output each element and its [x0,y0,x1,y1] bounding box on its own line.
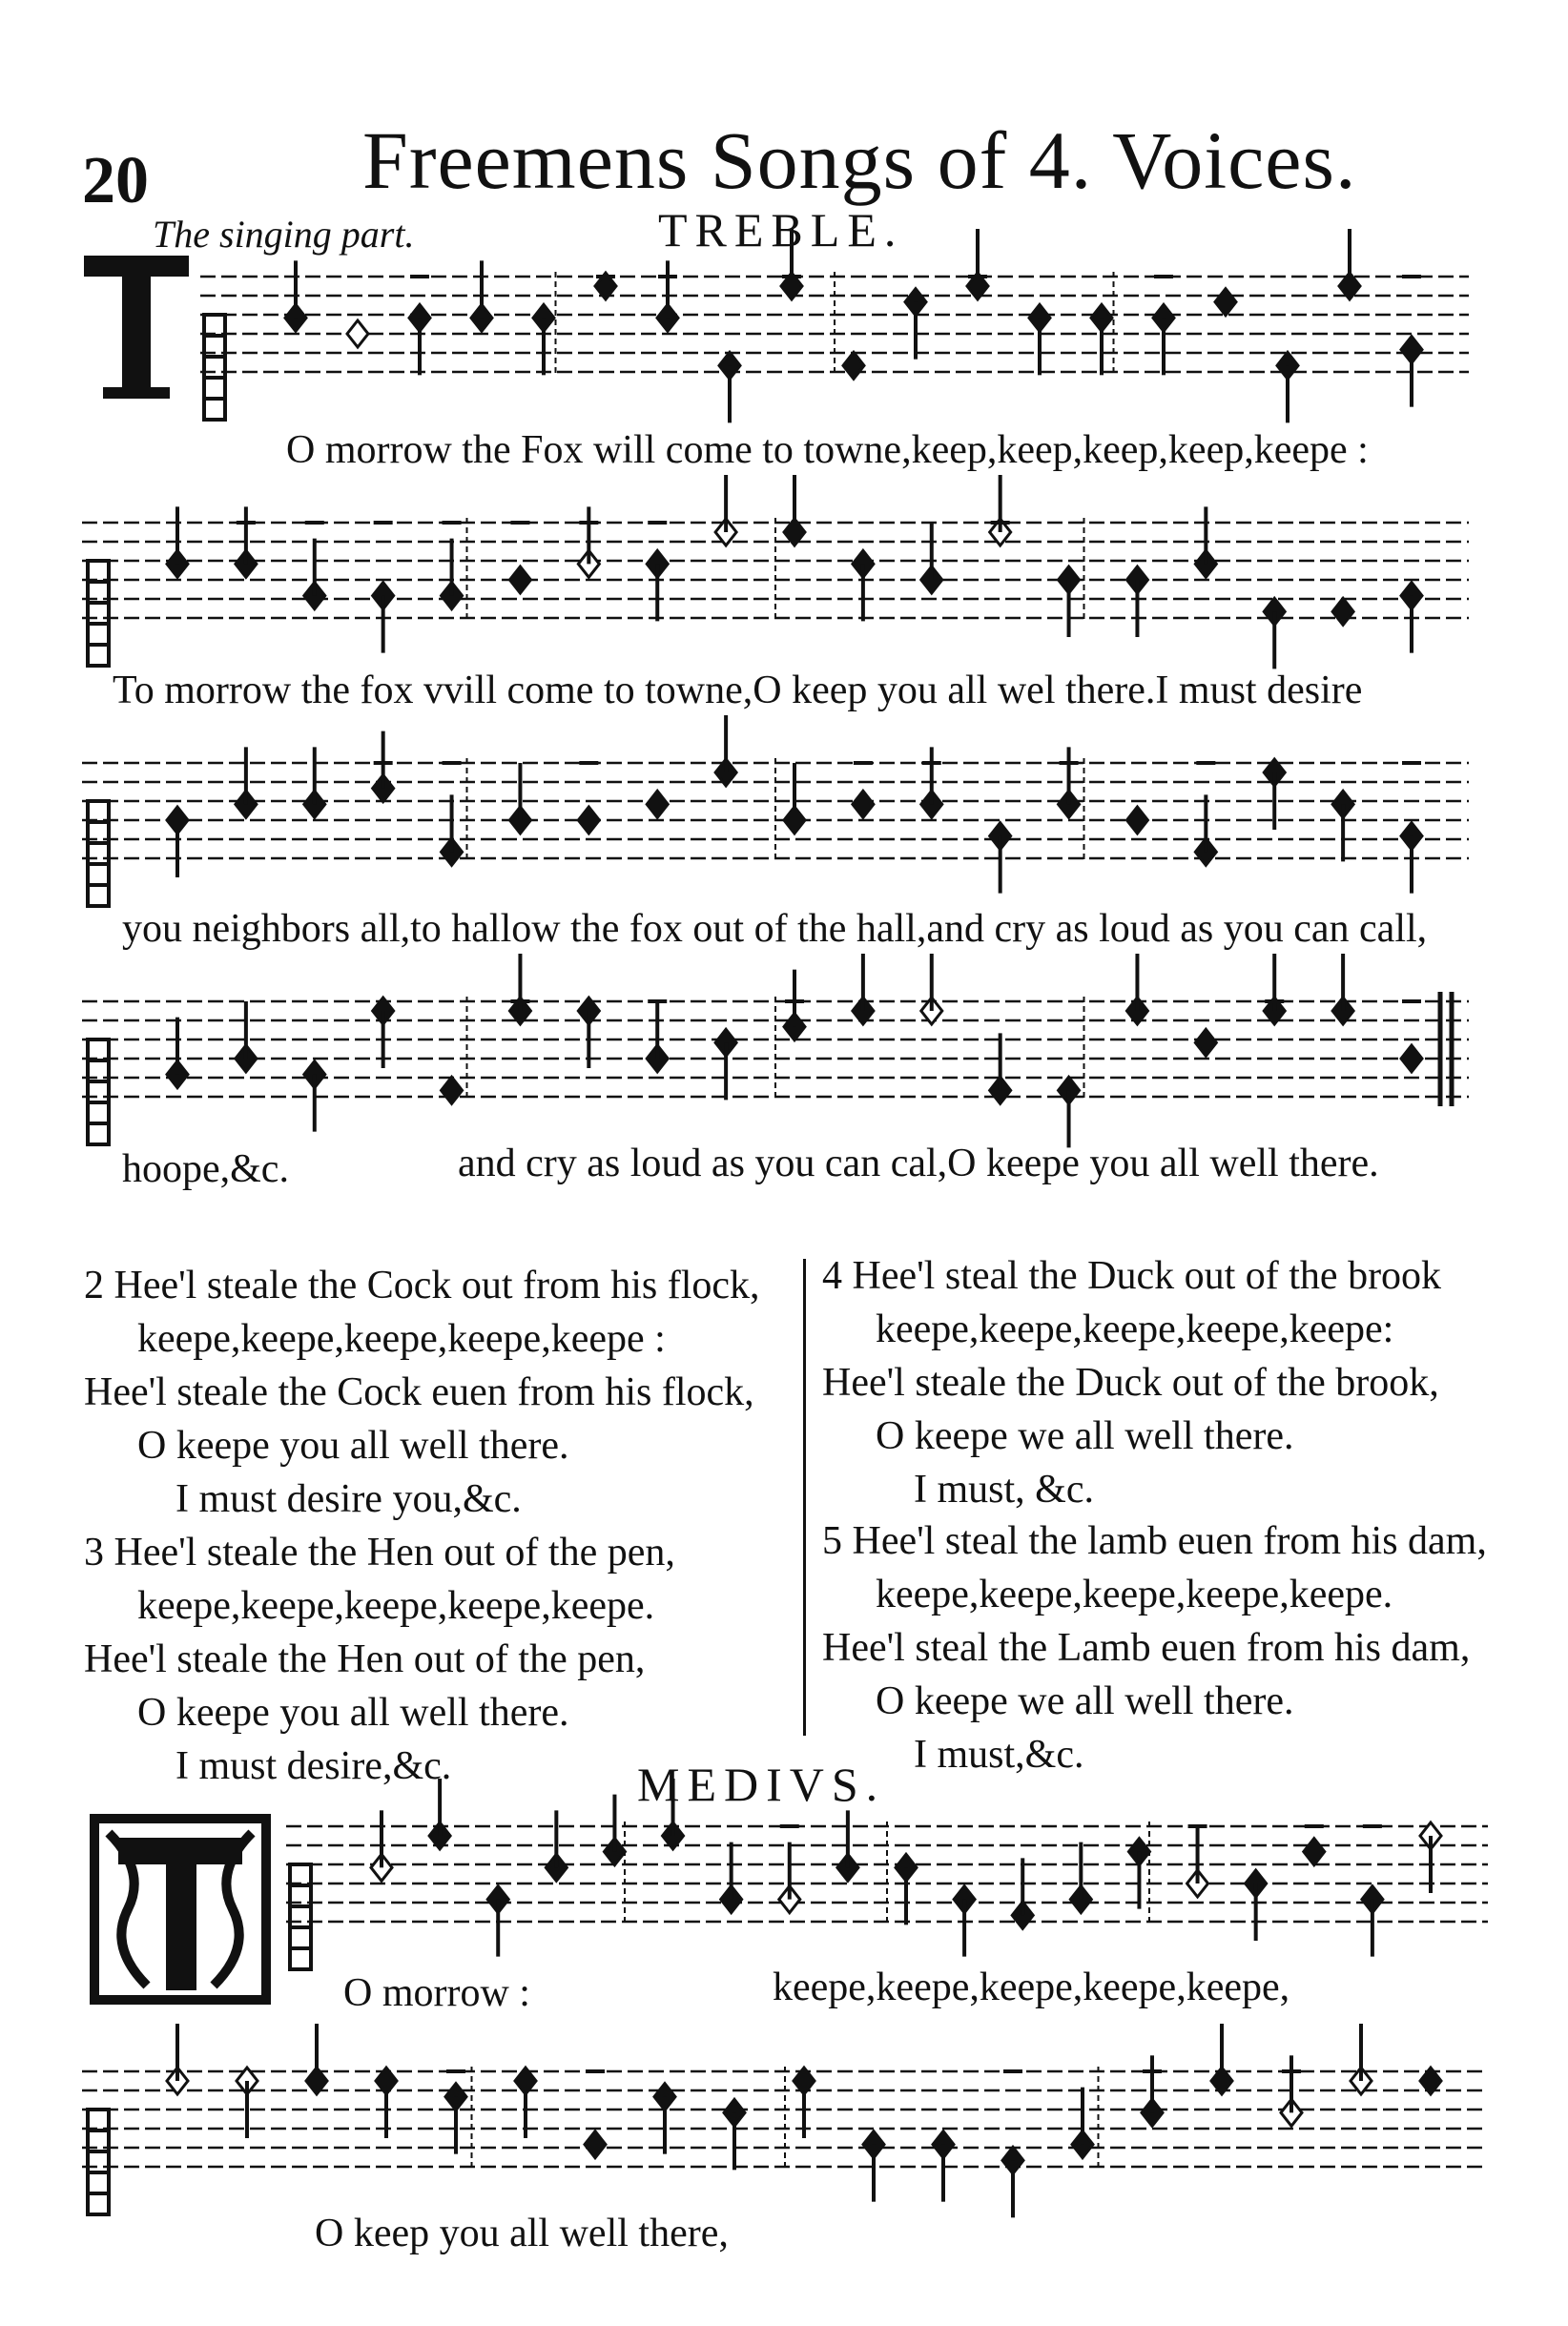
medius-lyric-line-2: keepe,keepe,keepe,keepe,keepe, [773,1966,1290,2009]
note-head [1304,1839,1325,1865]
verse-line: Hee'l steale the Hen out of the pen, [84,1637,646,1681]
verse-line: keepe,keepe,keepe,keepe,keepe : [137,1317,666,1361]
verse-3 [84,1526,675,1793]
note-head [647,791,668,817]
note-head [843,352,864,379]
verse-line: O keepe you all well there. [137,1424,569,1468]
note-head [585,2131,606,2158]
page-title: Freemens Songs of 4. Voices. [362,114,1357,206]
verse-line: keepe,keepe,keepe,keepe,keepe. [876,1573,1393,1616]
note-head [509,566,530,593]
clef-ladder [88,801,109,906]
verse-line: 5 Hee'l steal the lamb euen from his dam, [822,1519,1487,1563]
treble-lyric-line-1: O morrow the Fox will come to towne,keep,keep,keep,keep,keepe : [286,428,1369,472]
verse-line: keepe,keepe,keepe,keepe,keepe. [137,1584,655,1628]
verse-line: 3 Hee'l steale the Hen out of the pen, [84,1531,675,1575]
ornamental-initial-t [90,1814,271,2005]
medius-lyric-line-1: O morrow : [343,1971,530,2015]
verse-line: Hee'l steale the Cock euen from his flock, [84,1370,754,1414]
verse-line: O keepe we all well there. [876,1679,1294,1723]
note-head [853,791,874,817]
page-number: 20 [82,144,149,217]
verse-line: 2 Hee'l steale the Cock out from his flock, [84,1264,760,1307]
verse-line: O keepe you all well there. [137,1691,569,1735]
verse-2 [84,1259,760,1526]
voice-heading-treble: TREBLE. [658,203,904,257]
verse-line: Hee'l steal the Lamb euen from his dam, [822,1626,1471,1670]
verse-line: Hee'l steale the Duck out of the brook, [822,1361,1439,1405]
note-head [347,320,368,347]
treble-lyric-line-4: hoope,&c. [122,1147,289,1191]
verse-5 [822,1514,1487,1781]
verse-line: keepe,keepe,keepe,keepe,keepe: [876,1307,1394,1351]
verse-4 [822,1249,1441,1516]
initial-letter-t [84,256,189,399]
clef-ladder [88,561,109,666]
note-head [1195,1029,1216,1056]
note-head [442,1077,463,1103]
voice-heading-medius: MEDIVS. [637,1758,886,1811]
note-head [1332,598,1353,625]
singing-part-label: The singing part. [153,213,415,256]
verse-line: I must desire,&c. [175,1744,452,1788]
note-head [1126,807,1147,834]
verse-line: 4 Hee'l steal the Duck out of the brook [822,1254,1442,1298]
clef-ladder [88,2110,109,2214]
verse-line: O keepe we all well there. [876,1414,1294,1458]
clef-ladder [290,1864,311,1969]
treble-lyric-line-2: To morrow the fox vvill come to towne,O keep you all wel there.I must desire [113,669,1363,712]
verse-line: I must desire you,&c. [175,1477,522,1521]
note-head [578,807,599,834]
treble-lyric-line-5: and cry as loud as you can cal,O keepe you all well there. [458,1142,1379,1185]
verse-line: I must, &c. [914,1468,1094,1512]
column-divider [803,1259,806,1736]
verse-line: I must,&c. [914,1733,1084,1777]
clef-ladder [204,315,225,420]
clef-ladder [88,1039,109,1144]
treble-lyric-line-3: you neighbors all,to hallow the fox out of the hall,and cry as loud as you can call, [122,907,1428,951]
note-head [1401,1045,1422,1072]
medius-lyric-line-3: O keep you all well there, [315,2212,729,2255]
note-head [1215,289,1236,316]
